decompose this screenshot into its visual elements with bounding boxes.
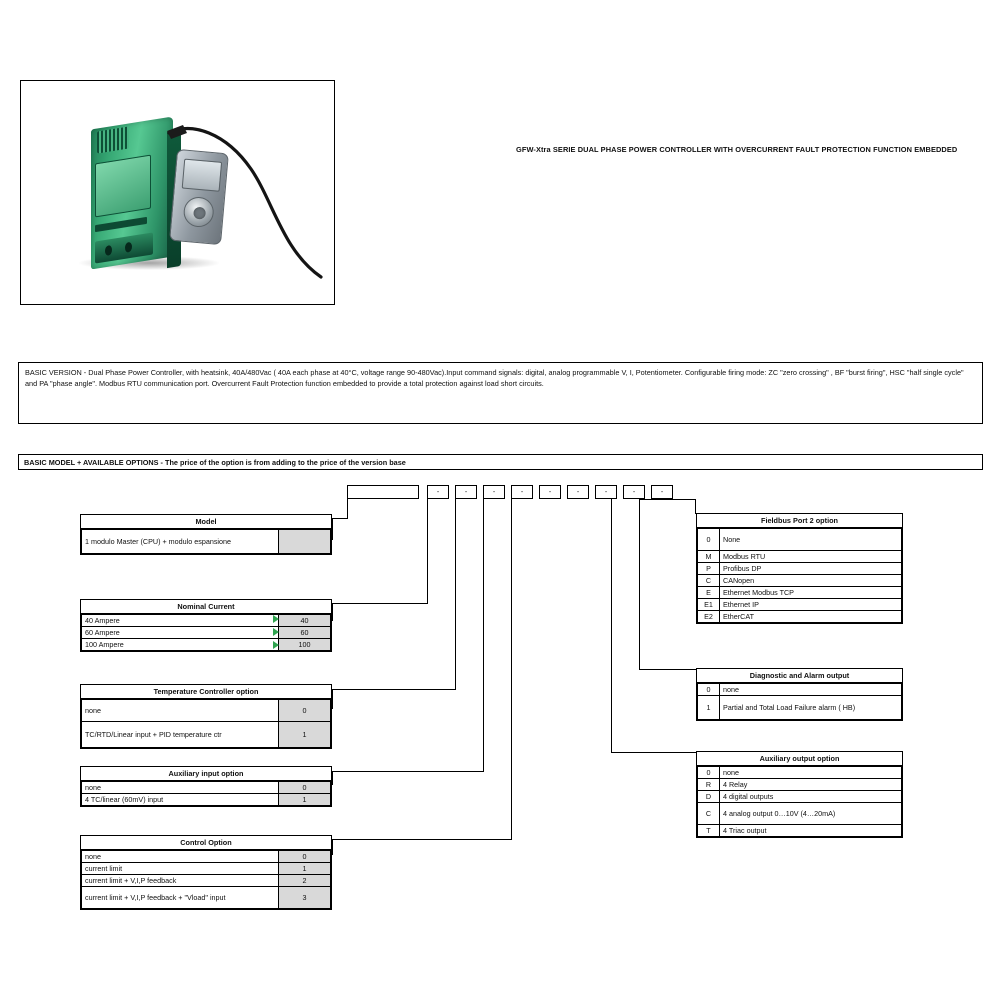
table-cell-desc: 100 Ampere [82,639,279,651]
table-cell-value: 100 [279,639,331,651]
connector-line [332,518,333,540]
table-cell-value: 2 [279,875,331,887]
table-body [81,529,331,554]
table-cell-value: 1 [279,794,331,806]
table-cell-desc: none [720,767,902,779]
connector-line [483,499,484,771]
table-control-option [80,835,332,910]
table-cell-desc: 4 TC/linear (60mV) input [82,794,279,806]
connector-line [611,499,612,752]
basic-model-options-bar: BASIC MODEL + AVAILABLE OPTIONS - The price of the option is from adding to the price of the version base [18,454,983,470]
table-cell-code: E2 [698,611,720,623]
table-cell-code: M [698,551,720,563]
table-cell-value: 0 [279,700,331,722]
order-code-cell[interactable]: - [567,485,589,499]
table-title: Auxiliary input option [81,767,331,781]
table-auxiliary-input [80,766,332,807]
table-cell-desc: current limit + V,I,P feedback + "Vload" input [82,887,279,909]
connector-line [332,839,512,840]
order-code-cell[interactable]: - [539,485,561,499]
connector-line [332,689,333,709]
table-diagnostic-alarm-output [696,668,903,721]
table-title: Temperature Controller option [81,685,331,699]
table-cell-desc: 1 modulo Master (CPU) + modulo espansione [82,530,279,554]
table-row [698,611,902,623]
table-row [82,794,331,806]
table-title: Nominal Current [81,600,331,614]
table-cell-value [279,530,331,554]
connector-line [511,499,512,839]
table-cell-desc: Ethernet IP [720,599,902,611]
table-cell-code: T [698,825,720,837]
table-row [698,587,902,599]
product-photo [20,80,335,305]
order-code-cell[interactable]: - [623,485,645,499]
table-row [82,722,331,748]
table-cell-value: 0 [279,851,331,863]
table-body [81,781,331,806]
table-cell-code: E1 [698,599,720,611]
table-row [698,767,902,779]
order-code-cell[interactable]: - [483,485,505,499]
table-body [81,699,331,748]
table-row [82,875,331,887]
table-cell-code: 1 [698,696,720,720]
table-cell-code: C [698,575,720,587]
connector-line [332,839,333,855]
table-cell-value: 1 [279,863,331,875]
table-cell-desc: 4 Triac output [720,825,902,837]
table-cell-desc: Profibus DP [720,563,902,575]
table-cell-desc: current limit + V,I,P feedback [82,875,279,887]
connector-line [639,499,640,669]
table-row [82,627,331,639]
connector-line [332,771,484,772]
table-cell-code: D [698,791,720,803]
table-row [698,825,902,837]
table-cell-desc: 40 Ampere [82,615,279,627]
table-cell-value: 60 [279,627,331,639]
table-body [697,683,902,720]
table-row [698,575,902,587]
arrow-icon [273,641,279,649]
table-cell-desc: EtherCAT [720,611,902,623]
order-code-cell[interactable]: - [511,485,533,499]
table-cell-value: 3 [279,887,331,909]
connector-line [332,603,428,604]
table-cell-desc: None [720,529,902,551]
table-cell-desc: TC/RTD/Linear input + PID temperature ctr [82,722,279,748]
product-photo-illustration [21,81,334,304]
connector-line [332,518,348,519]
table-cell-desc: none [82,851,279,863]
table-cell-code: R [698,779,720,791]
table-temperature-controller [80,684,332,749]
hmi-cable [21,81,335,305]
table-model [80,514,332,555]
table-row [82,851,331,863]
order-code-cell[interactable]: - [595,485,617,499]
table-cell-code: C [698,803,720,825]
table-cell-desc: Ethernet Modbus TCP [720,587,902,599]
table-cell-desc: 4 digital outputs [720,791,902,803]
table-title: Control Option [81,836,331,850]
table-body [81,850,331,909]
table-row [82,530,331,554]
table-cell-value: 0 [279,782,331,794]
table-cell-value: 1 [279,722,331,748]
connector-line [639,499,696,500]
table-cell-desc: 4 analog output 0…10V (4…20mA) [720,803,902,825]
table-fieldbus-port2 [696,513,903,624]
table-cell-desc: none [82,782,279,794]
table-cell-code: 0 [698,767,720,779]
table-row [698,696,902,720]
table-cell-desc: none [82,700,279,722]
arrow-icon [273,628,279,636]
connector-line [639,669,696,670]
table-cell-desc: none [720,684,902,696]
table-row [82,700,331,722]
table-cell-code: 0 [698,529,720,551]
table-cell-desc: 60 Ampere [82,627,279,639]
connector-line [347,499,348,518]
table-body [81,614,331,651]
table-row [698,551,902,563]
table-body [697,766,902,837]
table-title: Diagnostic and Alarm output [697,669,902,683]
order-code-cell[interactable]: - [427,485,449,499]
table-cell-desc: Partial and Total Load Failure alarm ( HB) [720,696,902,720]
connector-line [332,771,333,785]
table-title: Auxiliary output option [697,752,902,766]
connector-line [427,499,428,603]
table-row [82,863,331,875]
order-code-cell[interactable]: - [455,485,477,499]
basic-version-description: BASIC VERSION - Dual Phase Power Controller, with heatsink, 40A/480Vac ( 40A each phase at 40°C, voltage range 90-480Vac).Input command signals: digital, analog programmable V, I, Potentiometer. Configurable firing mode: ZC "zero crossing" , BF "burst firing", HSC "half single cycle" and PA "phase angle". Modbus RTU communication port. Overcurrent Fault Protection function embedded to provide a total protection against load short circuits. [18,362,983,424]
table-row [82,887,331,909]
table-row [82,615,331,627]
table-cell-desc: 4 Relay [720,779,902,791]
connector-line [695,499,696,514]
table-row [698,529,902,551]
table-row [82,782,331,794]
table-row [698,684,902,696]
table-row [698,791,902,803]
table-cell-desc: Modbus RTU [720,551,902,563]
table-title: Model [81,515,331,529]
arrow-icon [273,615,279,623]
order-code-cell[interactable] [347,485,419,499]
table-cell-value: 40 [279,615,331,627]
table-cell-desc: CANopen [720,575,902,587]
table-cell-code: 0 [698,684,720,696]
table-row [698,803,902,825]
connector-line [332,603,333,621]
table-row [698,599,902,611]
page-title: GFW-Xtra SERIE DUAL PHASE POWER CONTROLLER WITH OVERCURRENT FAULT PROTECTION FUNCTION EMBEDDED [516,145,958,154]
table-row [82,639,331,651]
table-cell-desc: current limit [82,863,279,875]
table-row [698,779,902,791]
table-auxiliary-output [696,751,903,838]
connector-line [455,499,456,689]
order-code-cell[interactable]: - [651,485,673,499]
table-cell-code: E [698,587,720,599]
table-row [698,563,902,575]
table-cell-code: P [698,563,720,575]
table-title: Fieldbus Port 2 option [697,514,902,528]
connector-line [611,752,696,753]
connector-line [332,689,456,690]
table-body [697,528,902,623]
table-nominal-current [80,599,332,652]
